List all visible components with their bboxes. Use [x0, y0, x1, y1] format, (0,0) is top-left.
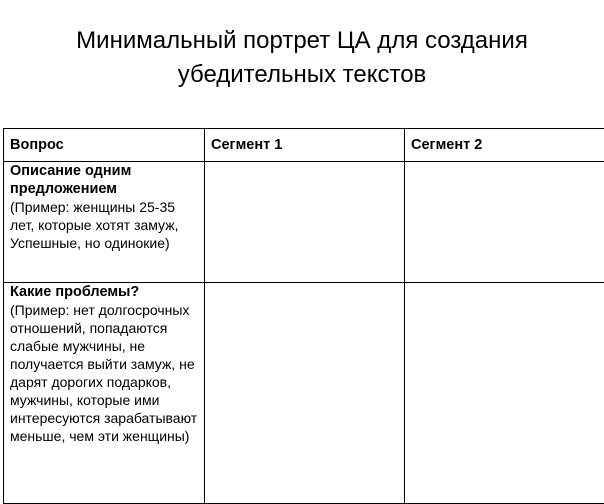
question-cell[interactable]: [4, 162, 205, 283]
segment-1-cell[interactable]: [205, 283, 405, 504]
question-title: Описание одним предложением: [10, 162, 198, 198]
table-header-row: [4, 129, 604, 162]
question-example: (Пример: нет долгосрочных отношений, попадаются слабые мужчины, не получается выйти замуж, не дарят дорогих подарков, мужчины, которые ими интересуются зарабатывают меньше, чем эти женщины): [10, 301, 198, 445]
segment-2-cell[interactable]: [405, 162, 604, 283]
question-cell[interactable]: [4, 283, 205, 504]
document-title-line-1: Минимальный портрет ЦА для создания: [0, 24, 604, 58]
header-segment-2: Сегмент 2: [405, 129, 604, 162]
document-title-line-2: убедительных текстов: [0, 58, 604, 92]
header-question: Вопрос: [4, 129, 205, 162]
header-segment-1: Сегмент 1: [205, 129, 405, 162]
segment-2-cell[interactable]: [405, 283, 604, 504]
question-title: Какие проблемы?: [10, 283, 198, 301]
question-example: (Пример: женщины 25-35 лет, которые хотят замуж, Успешные, но одинокие): [10, 198, 198, 252]
audience-portrait-table: [3, 128, 604, 504]
document-title: [0, 24, 604, 92]
segment-1-cell[interactable]: [205, 162, 405, 283]
table-row: [4, 283, 604, 504]
table-row: [4, 162, 604, 283]
